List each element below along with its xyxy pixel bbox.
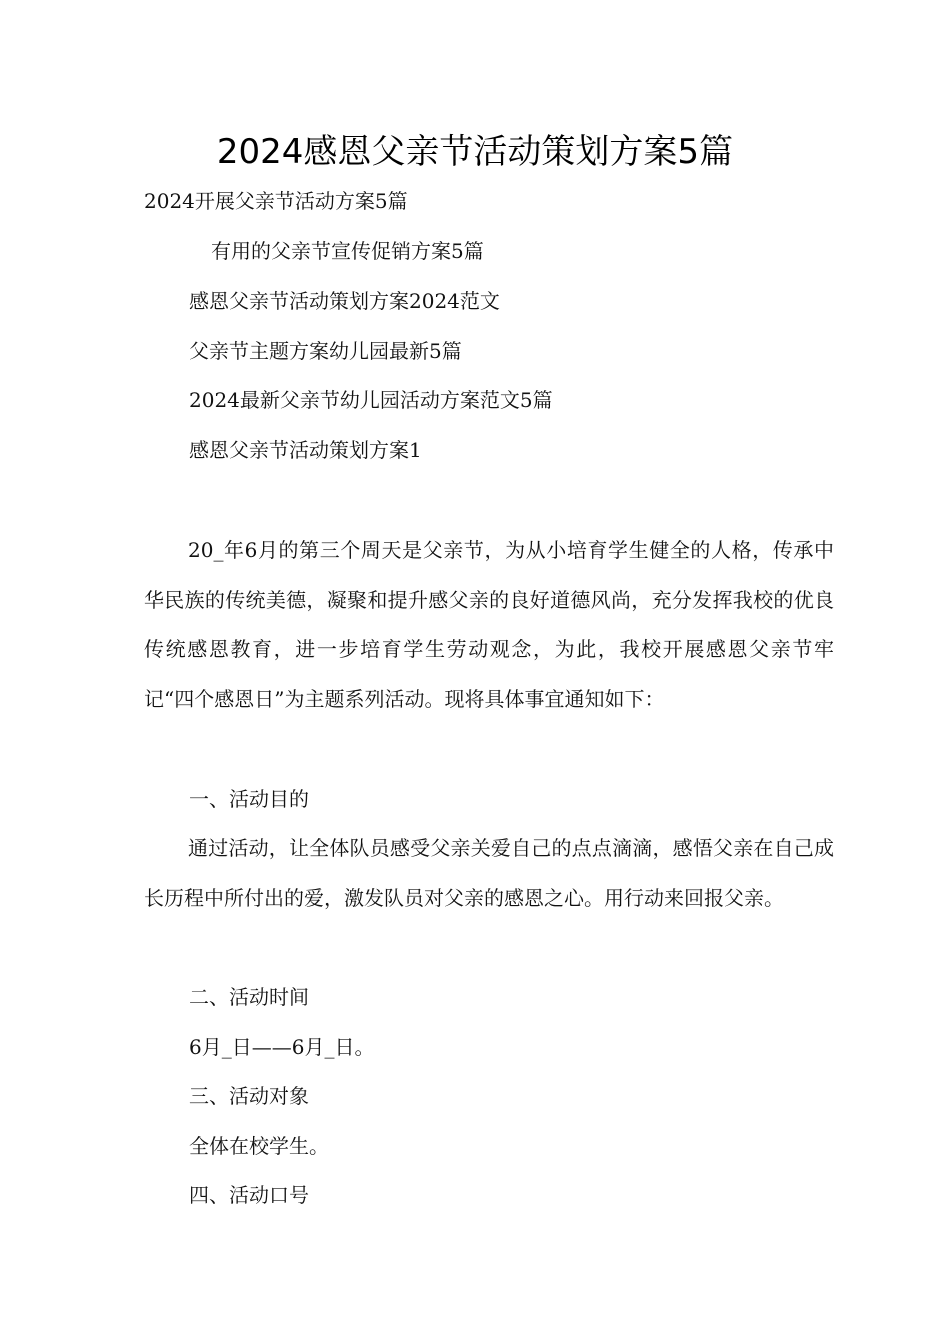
intro-paragraph: 20_年6月的第三个周天是父亲节，为从小培育学生健全的人格，传承中华民族的传统美德，凝聚和提升感父亲的良好道德风尚，充分发挥我校的优良传统感恩教育，进一步培育学生劳动观念，为此，我校开展感恩父亲节牢记“四个感恩日”为主题系列活动。现将具体事宜通知如下： bbox=[144, 538, 834, 711]
related-link-1[interactable]: 2024开展父亲节活动方案5篇 bbox=[144, 189, 408, 213]
heading-purpose: 一、活动目的 bbox=[189, 787, 309, 811]
related-link-4[interactable]: 父亲节主题方案幼儿园最新5篇 bbox=[189, 339, 462, 363]
heading-audience: 三、活动对象 bbox=[189, 1084, 309, 1108]
heading-slogan: 四、活动口号 bbox=[189, 1183, 309, 1207]
document-title: 2024感恩父亲节活动策划方案5篇 bbox=[216, 132, 734, 172]
related-link-3[interactable]: 感恩父亲节活动策划方案2024范文 bbox=[189, 289, 500, 313]
time-paragraph: 6月_日——6月_日。 bbox=[189, 1035, 375, 1059]
related-link-5[interactable]: 2024最新父亲节幼儿园活动方案范文5篇 bbox=[189, 388, 553, 412]
section-heading: 感恩父亲节活动策划方案1 bbox=[189, 438, 422, 462]
related-link-2[interactable]: 有用的父亲节宣传促销方案5篇 bbox=[211, 239, 484, 263]
heading-time: 二、活动时间 bbox=[189, 985, 309, 1009]
purpose-paragraph: 通过活动，让全体队员感受父亲关爱自己的点点滴滴，感悟父亲在自己成长历程中所付出的爱，激发队员对父亲的感恩之心。用行动来回报父亲。 bbox=[144, 836, 834, 910]
audience-paragraph: 全体在校学生。 bbox=[189, 1134, 329, 1158]
